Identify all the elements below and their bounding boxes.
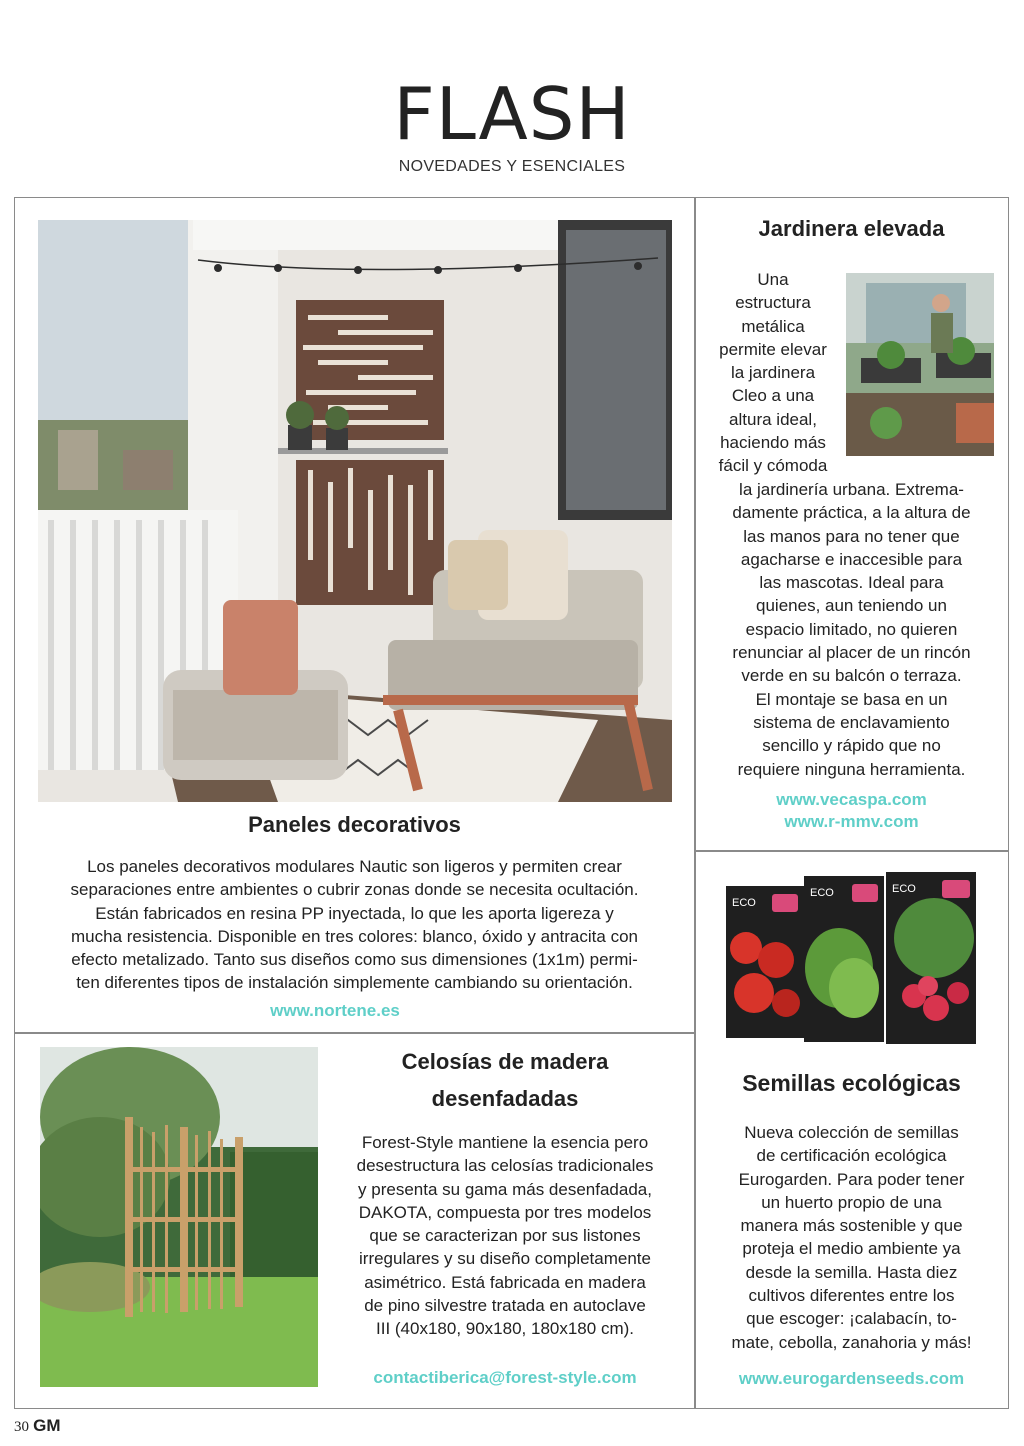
semillas-title: Semillas ecológicas (742, 1070, 961, 1096)
eurogarden-link[interactable]: www.eurogardenseeds.com (738, 1369, 965, 1388)
celosias-body: Forest-Style mantiene la esencia pero desestructura las celosías tradicionales y presenta su gama más desenfadada, DAKOTA, compuesta por tres modelos que se caracterizan por sus listones irregulares y su diseño completamente asimétrico. Está fabricada en madera de pino silvestre tratada en autoclave III (40x180, 90x180, 180x180 cm). (356, 1133, 654, 1339)
jardinera-body-bottom: la jardinería urbana. Extrema- damente práctica, a la altura de las manos para no tener que agacharse e inaccesible para las mascotas. Ideal para quienes, aun teniendo un espacio limitado, no quieren renunciar al placer de un rincón verde en su balcón o terraza. El montaje se basa en un sistema de enclavamiento sencillo y rápido que no requiere ninguna herramienta. (732, 480, 971, 779)
page-footer (14, 1416, 61, 1436)
forest-style-email-link[interactable]: contactiberica@forest-style.com (373, 1368, 637, 1387)
paneles-title: Paneles decorativos (248, 812, 461, 837)
semillas-body: Nueva colección de semillas de certificación ecológica Eurogarden. Para poder tener un huerto propio de una manera más sostenible y que proteja el medio ambiente ya desde la semilla. Hasta diez cultivos diferentes entre los que escoger: ¡calabacín, to- mate, cebolla, zanahoria y más! (731, 1123, 972, 1352)
seed-packets-photo (724, 868, 980, 1048)
paneles-body: Los paneles decorativos modulares Nautic son ligeros y permiten crear separaciones entre ambientes o cubrir zonas donde se necesita ocultación. Están fabricados en resina PP inyectada, lo que les aporta ligereza y mucha resistencia. Disponible en tres colores: blanco, óxido y antracita con efecto metalizado. Tanto sus diseños como sus dimensiones (1x1m) permi- ten diferentes tipos de instalación simplemente cambiando su orientación. (70, 857, 639, 993)
lattice-photo (40, 1047, 318, 1387)
packet-eco-label-3: ECO (892, 883, 916, 895)
jardinera-body-top: Una estructura metálica permite elevar la jardinera Cleo a una altura ideal, haciendo más fácil y cómoda (718, 270, 828, 476)
planter-photo (846, 273, 994, 456)
packet-eco-label-2: ECO (810, 887, 834, 899)
right-row-divider (694, 850, 1009, 852)
nortene-link[interactable]: www.nortene.es (270, 1001, 400, 1020)
balcony-photo (38, 220, 672, 802)
section-subtitle: NOVEDADES Y ESENCIALES (398, 158, 626, 175)
rmmv-link[interactable]: www.r-mmv.com (784, 812, 919, 831)
celosias-title: Celosías de madera desenfadadas (401, 1049, 609, 1111)
packet-eco-label-1: ECO (732, 897, 756, 909)
left-row-divider (14, 1032, 695, 1034)
vecaspa-link[interactable]: www.vecaspa.com (776, 790, 927, 809)
section-title: FLASH (393, 72, 631, 156)
jardinera-title: Jardinera elevada (758, 216, 945, 241)
page-header (0, 72, 1024, 176)
page-number: 30 (14, 1419, 29, 1435)
magazine-logo: GM (33, 1416, 61, 1435)
